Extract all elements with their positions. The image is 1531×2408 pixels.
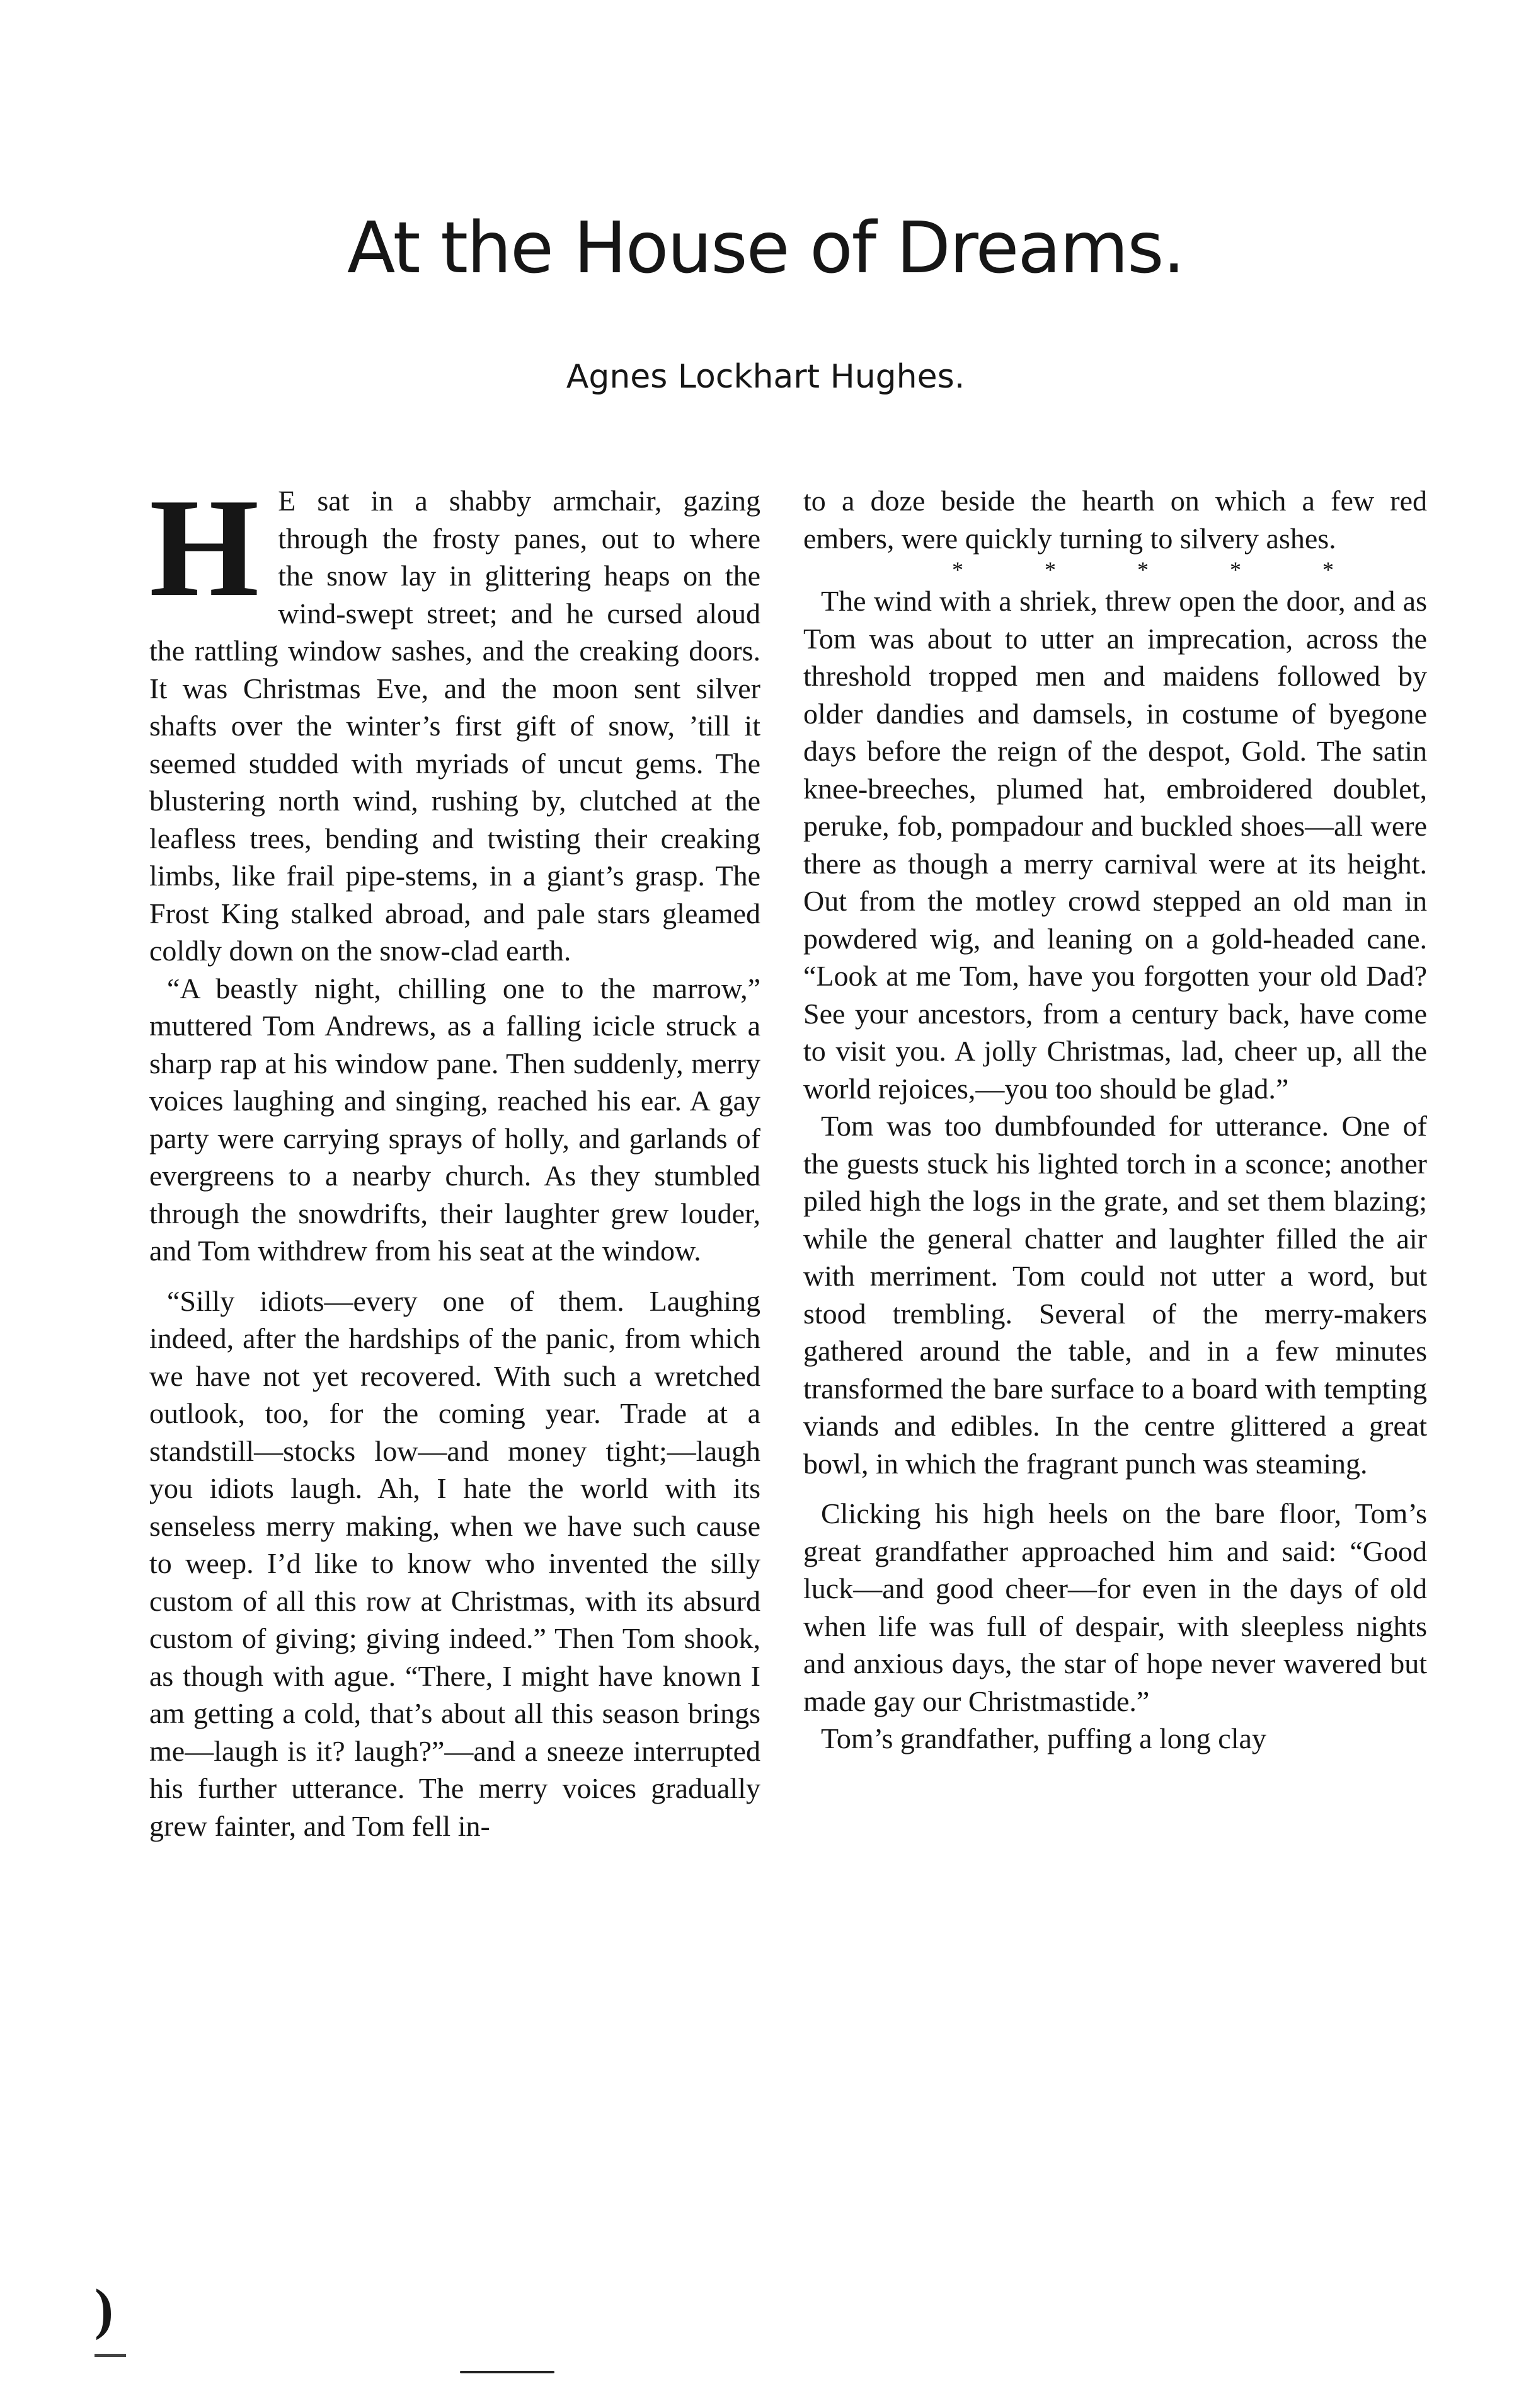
bottom-scan-mark xyxy=(460,2371,554,2373)
paragraph: Tom’s grandfather, puffing a long clay xyxy=(821,1722,1266,1754)
paragraph: “A beastly night, chilling one to the marrow,” muttered Tom Andrews, as a falling icicle struck a sharp rap at his window pane. Then suddenly, merry voices laughing and singing, reached his ear. A gay party were carrying sprays of holly, and garlands of evergreens to a nearby church. As they stumbled through the snowdrifts, their laughter grew louder, and Tom withdrew from his seat at the window. xyxy=(149,972,760,1267)
paragraph: Clicking his high heels on the bare floor, Tom’s great grandfather approached him and said: “Good luck—and good cheer—for even in the days of old when life was full of despair, with sleepless nights and anxious days, the star of hope never wavered but made gay our Christmastide.” xyxy=(803,1497,1427,1717)
paragraph: The wind with a shriek, threw open the door, and as Tom was about to utter an imprecation, across the threshold tropped men and maidens followed by older dandies and damsels, in costume of byegone days before the reign of the despot, Gold. The satin knee-breeches, plumed hat, embroidered doublet, peruke, fob, pompadour and buckled shoes—all were there as though a merry carnival were at its height. Out from the motley crowd stepped an old man in powdered wig, and leaning on a gold-headed cane. “Look at me Tom, have you forgotten your old Dad? See your ancestors, from a century back, have come to visit you. A jolly Christmas, lad, cheer up, all the world rejoices,—you too should be glad.” xyxy=(803,585,1427,1105)
article-title: At the House of Dreams. xyxy=(347,207,1184,289)
margin-scan-mark xyxy=(95,2354,126,2357)
section-break-stars: * * * * * xyxy=(952,557,1372,582)
paragraph: Tom was too dumbfounded for utterance. One of the guests stuck his lighted torch in a sconce; another piled high the logs in the grate, and set them blazing; while the general chatter and laughter filled the air with merriment. Tom could not utter a word, but stood trembling. Several of the merry-makers gathered around the table, and in a few minutes transformed the bare surface to a board with tempting viands and edibles. In the centre glittered a great bowl, in which the fragrant punch was steaming. xyxy=(803,1110,1427,1480)
paragraph: to a doze beside the hearth on which a few red embers, were quickly turning to silvery ashes. xyxy=(803,485,1427,555)
paragraph-text: E sat in a shabby armchair, gazing through the frosty panes, out to where the snow lay in glittering heaps on the wind-swept street; and he cursed aloud the rattling window sashes, and the creaking doors. It was Christmas Eve, and the moon sent silver shafts over the winter’s first gift of snow, ’till it seemed studded with myriads of uncut gems. The blustering north wind, rushing by, clutched at the leafless trees, bending and twisting their creaking limbs, like frail pipe-stems, in a giant’s grasp. The Frost King stalked abroad, and pale stars gleamed coldly down on the snow-clad earth. xyxy=(149,485,760,967)
article-author: Agnes Lockhart Hughes. xyxy=(566,358,965,396)
drop-cap: H xyxy=(149,470,260,626)
margin-bracket-mark: ) xyxy=(95,2278,113,2341)
left-column xyxy=(149,470,760,1845)
right-column xyxy=(803,482,1427,1758)
paragraph xyxy=(149,470,760,970)
paragraph: “Silly idiots—every one of them. Laughing indeed, after the hardships of the panic, from which we have not yet recovered. With such a wretched outlook, too, for the coming year. Trade at a standstill—stocks low—and money tight;—laugh you idiots laugh. Ah, I hate the world with its senseless merry making, when we have such cause to weep. I’d like to know who invented the silly custom of all this row at Christmas, with its absurd custom of giving; giving indeed.” Then Tom shook, as though with ague. “There, I might have known I am getting a cold, that’s about all this season brings me—laugh is it? laugh?”—and a sneeze interrupted his further utterance. The merry voices gradually grew fainter, and Tom fell in- xyxy=(149,1284,760,1842)
